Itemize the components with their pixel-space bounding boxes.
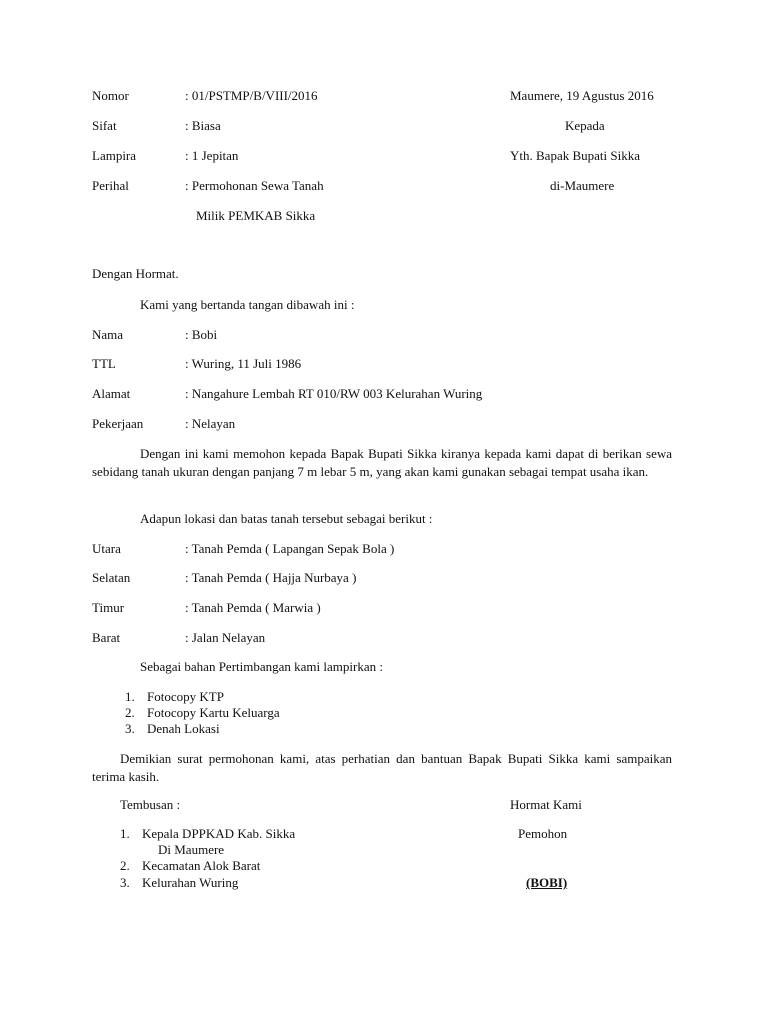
letter-date: Maumere, 19 Agustus 2016	[510, 88, 654, 103]
border-value-timur: : Tanah Pemda ( Marwia )	[185, 600, 321, 615]
attach-intro: Sebagai bahan Pertimbangan kami lampirkan :	[140, 659, 383, 674]
border-value-barat: : Jalan Nelayan	[185, 630, 266, 645]
sifat-value: : Biasa	[185, 118, 221, 133]
perihal-value: : Permohonan Sewa Tanah	[185, 178, 324, 193]
recipient-place: di-Maumere	[550, 178, 615, 193]
request-paragraph: Dengan ini kami memohon kepada Bapak Bupati Sikka kiranya kepada kami dapat di berikan sewa sebidang tanah ukuran dengan panjang 7 m lebar 5 m, yang akan kami gunakan sebagai tempat usaha ikan.	[92, 446, 672, 479]
attachment-text: Fotocopy KTP	[147, 689, 224, 704]
signer-name: (BOBI)	[526, 875, 568, 890]
attachment-number: 2.	[125, 705, 135, 720]
recipient-name: Yth. Bapak Bupati Sikka	[510, 148, 640, 163]
border-label-selatan: Selatan	[92, 570, 131, 585]
closing-paragraph: Demikian surat permohonan kami, atas perhatian dan bantuan Bapak Bupati Sikka kami sampaikan terima kasih.	[92, 751, 672, 784]
identity-label-nama: Nama	[92, 327, 124, 342]
border-label-timur: Timur	[92, 600, 125, 615]
lampiran-value: : 1 Jepitan	[185, 148, 239, 163]
identity-label-alamat: Alamat	[92, 386, 131, 401]
cc-number: 3.	[120, 875, 130, 890]
kepada-label: Kepada	[565, 118, 605, 133]
lampiran-label: Lampira	[92, 148, 137, 163]
attachment-item	[125, 721, 220, 737]
location-intro: Adapun lokasi dan batas tanah tersebut sebagai berikut :	[140, 511, 433, 526]
border-label-barat: Barat	[92, 630, 121, 645]
sifat-label: Sifat	[92, 118, 117, 133]
perihal-label: Perihal	[92, 178, 129, 193]
cc-subtext: Di Maumere	[158, 842, 225, 857]
identity-label-ttl: TTL	[92, 356, 116, 371]
attachment-number: 3.	[125, 721, 135, 736]
cc-number: 1.	[120, 826, 130, 841]
cc-item	[120, 858, 260, 874]
cc-text: Kepala DPPKAD Kab. Sikka	[142, 826, 296, 841]
attachment-item	[125, 705, 280, 721]
hormat-kami: Hormat Kami	[510, 797, 582, 812]
identity-value-alamat: : Nangahure Lembah RT 010/RW 003 Kelurahan Wuring	[185, 386, 483, 401]
identity-value-nama: : Bobi	[185, 327, 218, 342]
cc-text: Kelurahan Wuring	[142, 875, 239, 890]
identity-label-pekerjaan: Pekerjaan	[92, 416, 144, 431]
nomor-value: : 01/PSTMP/B/VIII/2016	[185, 88, 318, 103]
cc-text: Kecamatan Alok Barat	[142, 858, 261, 873]
cc-number: 2.	[120, 858, 130, 873]
attachment-text: Denah Lokasi	[147, 721, 220, 736]
attachment-number: 1.	[125, 689, 135, 704]
border-value-selatan: : Tanah Pemda ( Hajja Nurbaya )	[185, 570, 357, 585]
border-label-utara: Utara	[92, 541, 121, 556]
border-value-utara: : Tanah Pemda ( Lapangan Sepak Bola )	[185, 541, 395, 556]
perihal-value-line2: Milik PEMKAB Sikka	[196, 208, 316, 223]
nomor-label: Nomor	[92, 88, 129, 103]
greeting: Dengan Hormat.	[92, 266, 179, 281]
attachment-text: Fotocopy Kartu Keluarga	[147, 705, 280, 720]
cc-item	[120, 826, 295, 842]
identity-value-pekerjaan: : Nelayan	[185, 416, 236, 431]
attachment-item	[125, 689, 224, 705]
intro-text: Kami yang bertanda tangan dibawah ini :	[140, 297, 355, 312]
tembusan-label: Tembusan :	[120, 797, 181, 812]
pemohon-label: Pemohon	[518, 826, 568, 841]
identity-value-ttl: : Wuring, 11 Juli 1986	[185, 356, 302, 371]
cc-item	[120, 875, 238, 891]
